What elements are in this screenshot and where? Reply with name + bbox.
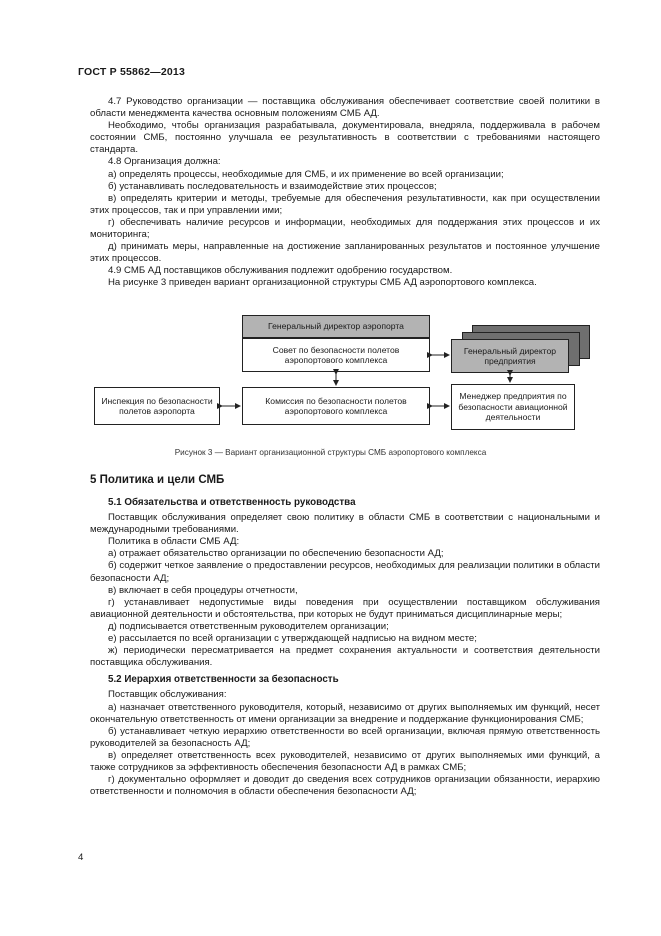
list-item: д) принимать меры, направленные на достижение запланированных результатов и постоянное улучшение этих процессов. — [90, 241, 600, 265]
box-director-enterprise: Генеральный директор предприятия — [451, 339, 569, 373]
section-5-title: 5 Политика и цели СМБ — [90, 474, 225, 486]
list-item: е) рассылается по всей организации с утверждающей надписью на видном месте; — [108, 633, 477, 645]
list-item: а) назначает ответственного руководителя, который, независимо от других выполняемых им функций, несет окончательную ответственность от имени организации за внедрение и поддержание функционирования СМБ; — [90, 701, 600, 725]
list-item: в) включает в себя процедуры отчетности, — [108, 584, 298, 596]
list-item: б) содержит четкое заявление о предоставлении ресурсов, необходимых для реализации политики в области безопасности АД; — [90, 560, 600, 584]
subsection-5-2-title: 5.2 Иерархия ответственности за безопасность — [108, 674, 339, 686]
paragraph: Политика в области СМБ АД: — [108, 536, 240, 548]
list-item: а) отражает обязательство организации по обеспечению безопасности АД; — [108, 548, 444, 560]
paragraph: Необходимо, чтобы организация разрабатывала, документировала, внедряла, поддерживала в рабочем состоянии СМБ, постоянно улучшала ее результативность в соответствии с требованиями настоящего стандарта. — [90, 120, 600, 156]
list-item: а) определять процессы, необходимые для СМБ, и их применение во всей организации; — [108, 168, 504, 180]
list-item: д) подписывается ответственным руководителем организации; — [108, 620, 389, 632]
paragraph: Поставщик обслуживания определяет свою политику в области СМБ в соответствии с национальными и международными требованиями. — [90, 512, 600, 536]
list-item: б) устанавливать последовательность и взаимодействие этих процессов; — [108, 180, 437, 192]
box-inspection: Инспекция по безопасности полетов аэропорта — [94, 387, 220, 425]
paragraph: 4.8 Организация должна: — [108, 156, 221, 168]
list-item: г) устанавливает недопустимые виды поведения при осуществлении поставщиком обслуживания авиационной деятельности и обстоятельства, при которых не будут приниматься дисциплинарные меры; — [90, 596, 600, 620]
list-item: г) обеспечивать наличие ресурсов и информации, необходимых для поддержания этих процессов и их мониторинга; — [90, 216, 600, 241]
list-item: в) определять критерии и методы, требуемые для обеспечения результативности, как при осуществлении этих процессов, так и при управлении ими; — [90, 192, 600, 216]
document-header: ГОСТ Р 55862—2013 — [78, 66, 186, 78]
list-item: б) устанавливает четкую иерархию ответственности во всей организации, включая прямую ответственность руководителей за безопасность АД; — [90, 725, 600, 749]
box-enterprise-manager: Менеджер предприятия по безопасности авиационной деятельности — [451, 384, 575, 430]
list-item: в) определяет ответственность всех руководителей, независимо от других выполняемых ими функций, а также сотрудников за эффективность обеспечения безопасности АД в рамках СМБ; — [90, 749, 600, 773]
box-director-airport: Генеральный директор аэропорта — [242, 315, 430, 338]
paragraph: 4.9 СМБ АД поставщиков обслуживания подлежит одобрению государством. — [108, 265, 453, 277]
section-5-text — [90, 495, 600, 798]
page-number: 4 — [78, 852, 84, 863]
box-safety-council: Совет по безопасности полетов аэропортового комплекса — [242, 338, 430, 372]
box-safety-commission: Комиссия по безопасности полетов аэропортового комплекса — [242, 387, 430, 425]
list-item: ж) периодически пересматривается на предмет сохранения актуальности и соответствия деятельности поставщика обслуживания. — [90, 645, 600, 669]
list-item: г) документально оформляет и доводит до сведения всех сотрудников организации обязанности, иерархию ответственности и полномочия в области обеспечения безопасности АД; — [90, 774, 600, 798]
subsection-5-1-title: 5.1 Обязательства и ответственность руководства — [108, 497, 356, 508]
figure-caption: Рисунок 3 — Вариант организационной структуры СМБ аэропортового комплекса — [174, 448, 487, 457]
paragraph: 4.7 Руководство организации — поставщика обслуживания обеспечивает соответствие своей политики в области менеджмента качества основным положениям СМБ АД. — [90, 96, 600, 120]
paragraph: Поставщик обслуживания: — [108, 689, 227, 701]
paragraph: На рисунке 3 приведен вариант организационной структуры СМБ АД аэропортового комплекса. — [108, 277, 537, 289]
